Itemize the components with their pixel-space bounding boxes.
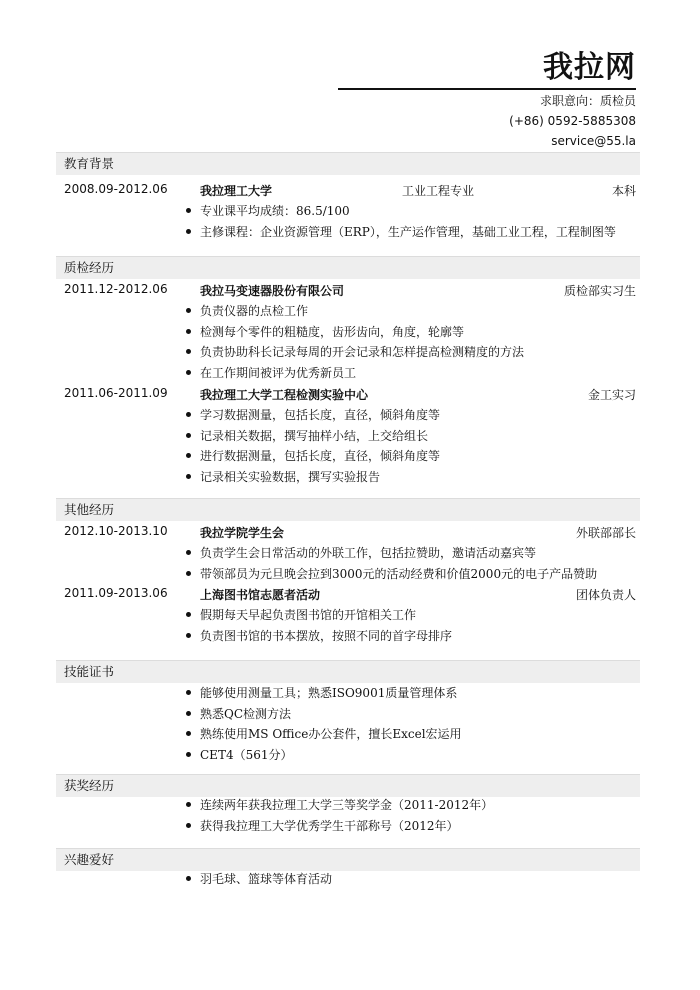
bullet-icon: [186, 370, 191, 375]
entry-role: 金工实习: [587, 388, 636, 402]
list-item: 进行数据测量，包括长度，直径，倾斜角度等: [186, 447, 440, 468]
section-title: 其他经历: [64, 502, 115, 517]
bullet-icon: [186, 823, 191, 828]
section-title: 兴趣爱好: [64, 852, 115, 867]
bullet-icon: [186, 571, 191, 576]
candidate-name: 我拉网: [543, 50, 636, 85]
list-item: 负责图书馆的书本摆放，按照不同的首字母排序: [186, 627, 452, 648]
awards-bullets: [186, 796, 493, 837]
section-header: [56, 152, 640, 175]
entry-role: 质检部实习生: [563, 284, 636, 298]
experience-entry: [0, 280, 700, 300]
bullet-icon: [186, 208, 191, 213]
list-item: 检测每个零件的粗糙度，齿形齿向，角度，轮廓等: [186, 323, 524, 344]
list-item: 负责仪器的点检工作: [186, 302, 524, 323]
section-title: 质检经历: [64, 260, 115, 275]
education-bullets: [186, 202, 616, 243]
list-item: 负责协助科长记录每周的开会记录和怎样提高检测精度的方法: [186, 343, 524, 364]
bullet-icon: [186, 349, 191, 354]
list-item: 负责学生会日常活动的外联工作，包括拉赞助，邀请活动嘉宾等: [186, 544, 597, 565]
list-item: 记录相关数据，撰写抽样小结，上交给组长: [186, 427, 440, 448]
bullet-icon: [186, 690, 191, 695]
list-item: 熟练使用MS Office办公套件，擅长Excel宏运用: [186, 725, 462, 746]
list-item: 连续两年获我拉理工大学三等奖学金（2011-2012年）: [186, 796, 493, 817]
entry-organization: 我拉理工大学工程检测实验中心: [200, 388, 369, 402]
resume-header: [0, 0, 700, 160]
list-item: 记录相关实验数据，撰写实验报告: [186, 468, 440, 489]
list-item: 专业课平均成绩：86.5/100: [186, 202, 616, 223]
experience-bullets: [186, 544, 597, 585]
name-underline: [338, 88, 636, 90]
entry-organization: 我拉理工大学: [200, 184, 273, 198]
list-item: 学习数据测量，包括长度，直径，倾斜角度等: [186, 406, 440, 427]
section-title: 教育背景: [64, 156, 115, 171]
list-item: CET4（561分）: [186, 746, 462, 767]
section-header: [56, 498, 640, 521]
experience-entry: [0, 522, 700, 542]
phone-number: (+86) 0592-5885308: [509, 114, 636, 128]
education-entry: [0, 180, 700, 200]
bullet-icon: [186, 802, 191, 807]
section-title: 技能证书: [64, 664, 115, 679]
section-header: [56, 256, 640, 279]
bullet-icon: [186, 550, 191, 555]
entry-role: 外联部部长: [575, 526, 636, 540]
experience-bullets: [186, 406, 440, 489]
list-item: 假期每天早起负责图书馆的开馆相关工作: [186, 606, 452, 627]
bullet-icon: [186, 633, 191, 638]
section-header: [56, 660, 640, 683]
skills-section: [0, 660, 700, 770]
experience-entry: [0, 384, 700, 404]
entry-role: 团体负责人: [575, 588, 636, 602]
bullet-icon: [186, 474, 191, 479]
email-address: service@55.la: [551, 134, 636, 148]
bullet-icon: [186, 876, 191, 881]
bullet-icon: [186, 711, 191, 716]
list-item: 获得我拉理工大学优秀学生干部称号（2012年）: [186, 817, 493, 838]
entry-date: 2008.09-2012.06: [64, 182, 168, 196]
job-objective: 求职意向：质检员: [539, 94, 636, 108]
list-item: 羽毛球、篮球等体育活动: [186, 870, 332, 891]
list-item: 带领部员为元旦晚会拉到3000元的活动经费和价值2000元的电子产品赞助: [186, 565, 597, 586]
bullet-icon: [186, 329, 191, 334]
hobbies-section: [0, 848, 700, 898]
entry-organization: 我拉学院学生会: [200, 526, 285, 540]
bullet-icon: [186, 612, 191, 617]
entry-major: 工业工程专业: [402, 184, 475, 198]
section-header: [56, 774, 640, 797]
bullet-icon: [186, 433, 191, 438]
bullet-icon: [186, 412, 191, 417]
list-item: 能够使用测量工具；熟悉ISO9001质量管理体系: [186, 684, 462, 705]
entry-organization: 我拉马变速器股份有限公司: [200, 284, 345, 298]
qc-experience-section: [0, 256, 700, 496]
list-item: 在工作期间被评为优秀新员工: [186, 364, 524, 385]
experience-bullets: [186, 302, 524, 385]
experience-entry: [0, 584, 700, 604]
entry-date: 2012.10-2013.10: [64, 524, 168, 538]
bullet-icon: [186, 731, 191, 736]
list-item: 主修课程：企业资源管理（ERP），生产运作管理，基础工业工程，工程制图等: [186, 223, 616, 244]
other-experience-section: [0, 498, 700, 658]
bullet-icon: [186, 752, 191, 757]
entry-date: 2011.06-2011.09: [64, 386, 168, 400]
entry-date: 2011.12-2012.06: [64, 282, 168, 296]
entry-organization: 上海图书馆志愿者活动: [200, 588, 321, 602]
experience-bullets: [186, 606, 452, 647]
list-item: 熟悉QC检测方法: [186, 705, 462, 726]
bullet-icon: [186, 453, 191, 458]
bullet-icon: [186, 308, 191, 313]
awards-section: [0, 774, 700, 844]
education-section: [0, 152, 700, 252]
bullet-icon: [186, 229, 191, 234]
entry-date: 2011.09-2013.06: [64, 586, 168, 600]
hobbies-bullets: [186, 870, 332, 891]
entry-degree: 本科: [611, 184, 636, 198]
section-header: [56, 848, 640, 871]
skills-bullets: [186, 684, 462, 767]
section-title: 获奖经历: [64, 778, 115, 793]
